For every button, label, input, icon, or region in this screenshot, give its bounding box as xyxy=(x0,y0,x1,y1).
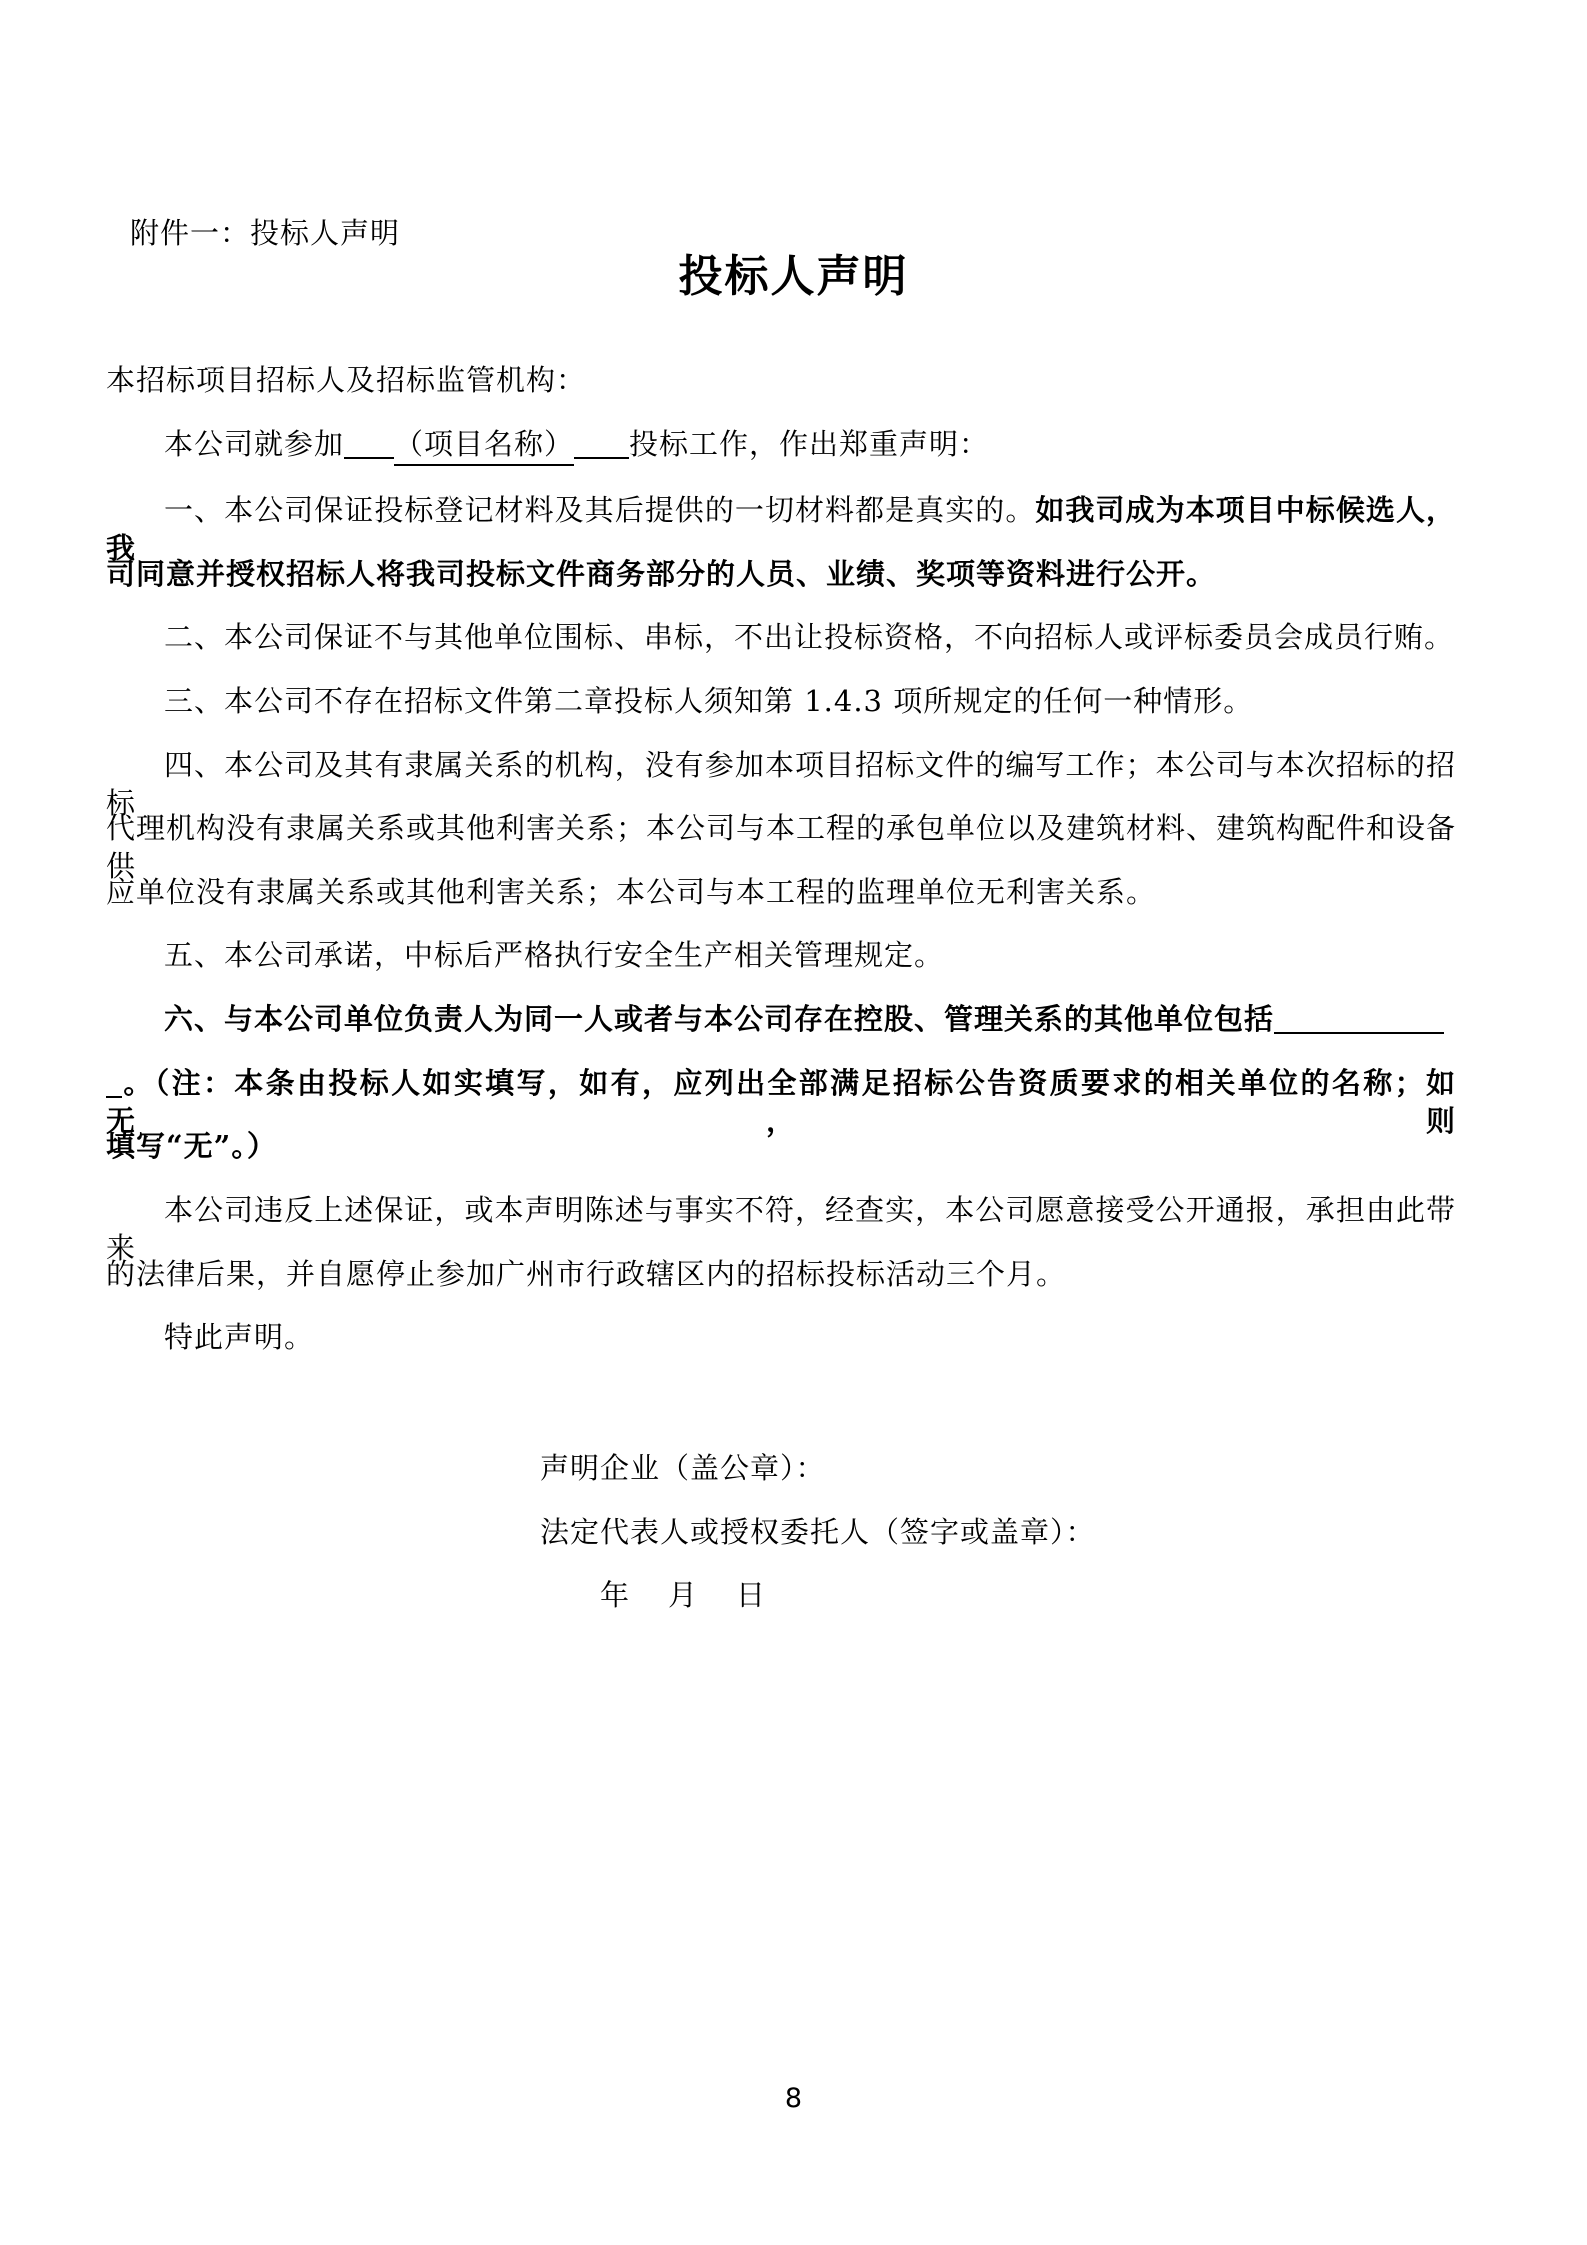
item-1-bold-text: 如我司成为本项目中标候选人，我 xyxy=(106,493,1456,565)
statement-item-5: 五、本公司承诺，中标后严格执行安全生产相关管理规定。 xyxy=(164,938,945,972)
attachment-note xyxy=(130,214,1480,252)
statement-item-2: 二、本公司保证不与其他单位围标、串标，不出让投标资格，不向招标人或评标委员会成员行贿。 xyxy=(164,620,1455,654)
document-title: 投标人声明 xyxy=(678,251,909,302)
statement-item-4-line-2: 代理机构没有隶属关系或其他利害关系；本公司与本工程的承包单位以及建筑材料、建筑构配件和设备供 xyxy=(106,811,1457,883)
item-6-bold-text: 六、与本公司单位负责人为同一人或者与本公司存在控股、管理关系的其他单位包括 xyxy=(164,1002,1275,1036)
item-6-note-text: 。（注：本条由投标人如实填写，如有，应列出全部满足招标公告资质要求的相关单位的名称；如无，则 xyxy=(106,1066,1456,1138)
date-year-label: 年 xyxy=(600,1578,631,1612)
related-units-blank xyxy=(1274,1002,1444,1034)
statement-item-3: 三、本公司不存在招标文件第二章投标人须知第 1.4.3 项所规定的任何一种情形。 xyxy=(164,684,1254,718)
date-month-label: 月 xyxy=(668,1578,699,1612)
date-day-label: 日 xyxy=(736,1578,767,1612)
statement-item-1-line-2: 司同意并授权招标人将我司投标文件商务部分的人员、业绩、奖项等资料进行公开。 xyxy=(106,557,1217,591)
intro-pre-text: 本公司就参加 xyxy=(164,427,345,461)
statement-item-4-line-3: 应单位没有隶属关系或其他利害关系；本公司与本工程的监理单位无利害关系。 xyxy=(106,875,1157,909)
attachment-note-text: 附件一：投标人声明 xyxy=(130,216,401,250)
liability-line-2: 的法律后果，并自愿停止参加广州市行政辖区内的招标投标活动三个月。 xyxy=(106,1257,1067,1291)
item-1-normal-text: 一、本公司保证投标登记材料及其后提供的一切材料都是真实的。 xyxy=(164,493,1036,527)
project-name-blank-right xyxy=(574,427,629,459)
page-number: 8 xyxy=(784,2083,803,2114)
salutation-line: 本招标项目招标人及招标监管机构： xyxy=(106,363,587,397)
intro-line xyxy=(106,425,1456,463)
declaration-closing: 特此声明。 xyxy=(164,1320,315,1354)
signature-date-line xyxy=(600,1576,1300,1614)
statement-item-6-line-3: 填写“无”。） xyxy=(106,1129,277,1163)
statement-item-6-line-1 xyxy=(106,1000,1456,1038)
project-name-placeholder: （项目名称） xyxy=(394,427,574,466)
liability-line-1: 本公司违反上述保证，或本声明陈述与事实不符，经查实，本公司愿意接受公开通报，承担由此带来 xyxy=(106,1193,1456,1265)
project-name-blank-left xyxy=(344,427,394,459)
signature-company-line: 声明企业（盖公章）： xyxy=(540,1451,826,1485)
related-units-blank-continuation xyxy=(106,1066,122,1098)
signature-representative-line: 法定代表人或授权委托人（签字或盖章）： xyxy=(540,1515,1096,1549)
intro-post-text: 投标工作，作出郑重声明： xyxy=(629,427,990,461)
statement-item-4-line-1: 四、本公司及其有隶属关系的机构，没有参加本项目招标文件的编写工作；本公司与本次招标的招标 xyxy=(106,748,1456,820)
